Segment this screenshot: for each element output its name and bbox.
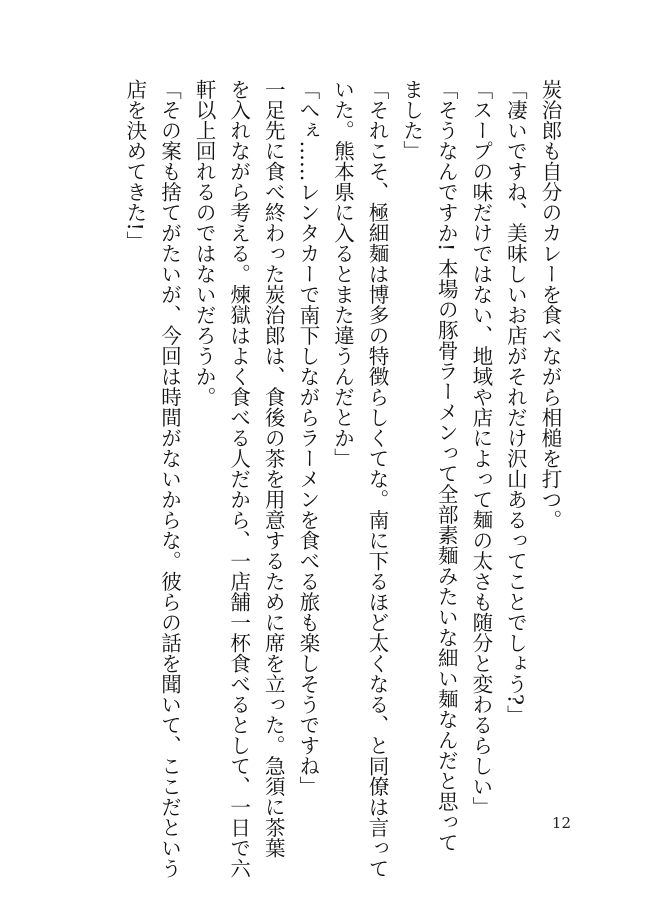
text-line: 「それこそ、極細麺は博多の特徴らしくてな。南に下るほど太くなる、と同僚は言って: [365, 79, 390, 879]
text-line: 「その案も捨てがたいが、今回は時間がないからな。彼らの話を聞いて、ここだという: [157, 79, 182, 879]
text-line: 炭治郎も自分のカレーを食べながら相槌を打つ。: [538, 79, 562, 530]
text-line: 一足先に食べ終わった炭治郎は、食後の茶を用意するために席を立った。急須に茶葉: [261, 79, 286, 858]
text-line: を入れながら考える。煉獄はよく食べる人だから、一店舗一杯食べるとして、一日で六: [226, 79, 251, 879]
text-line: 「へぇ……レンタカーで南下しながらラーメンを食べる旅も楽しそうですね」: [295, 79, 320, 797]
text-line: 軒以上回れるのではないだろうか。: [192, 79, 217, 407]
text-line: 「凄いですね、美味しいお店がそれだけ沢山あるってことでしょう?」: [503, 79, 528, 726]
text-line: 店を決めてきた!」: [122, 79, 147, 252]
text-line: 「そうなんですか! 本場の豚骨ラーメンって全部素麺みたいな細い麺なんだと思って: [434, 79, 459, 853]
text-line: ました」: [399, 79, 424, 161]
page-number: 12: [551, 814, 571, 832]
text-line: 「スープの味だけではない、地域や店によって麺の太さも随分と変わるらしい」: [468, 79, 493, 817]
text-line: いた。熊本県に入るとまた違うんだとか」: [330, 79, 355, 469]
